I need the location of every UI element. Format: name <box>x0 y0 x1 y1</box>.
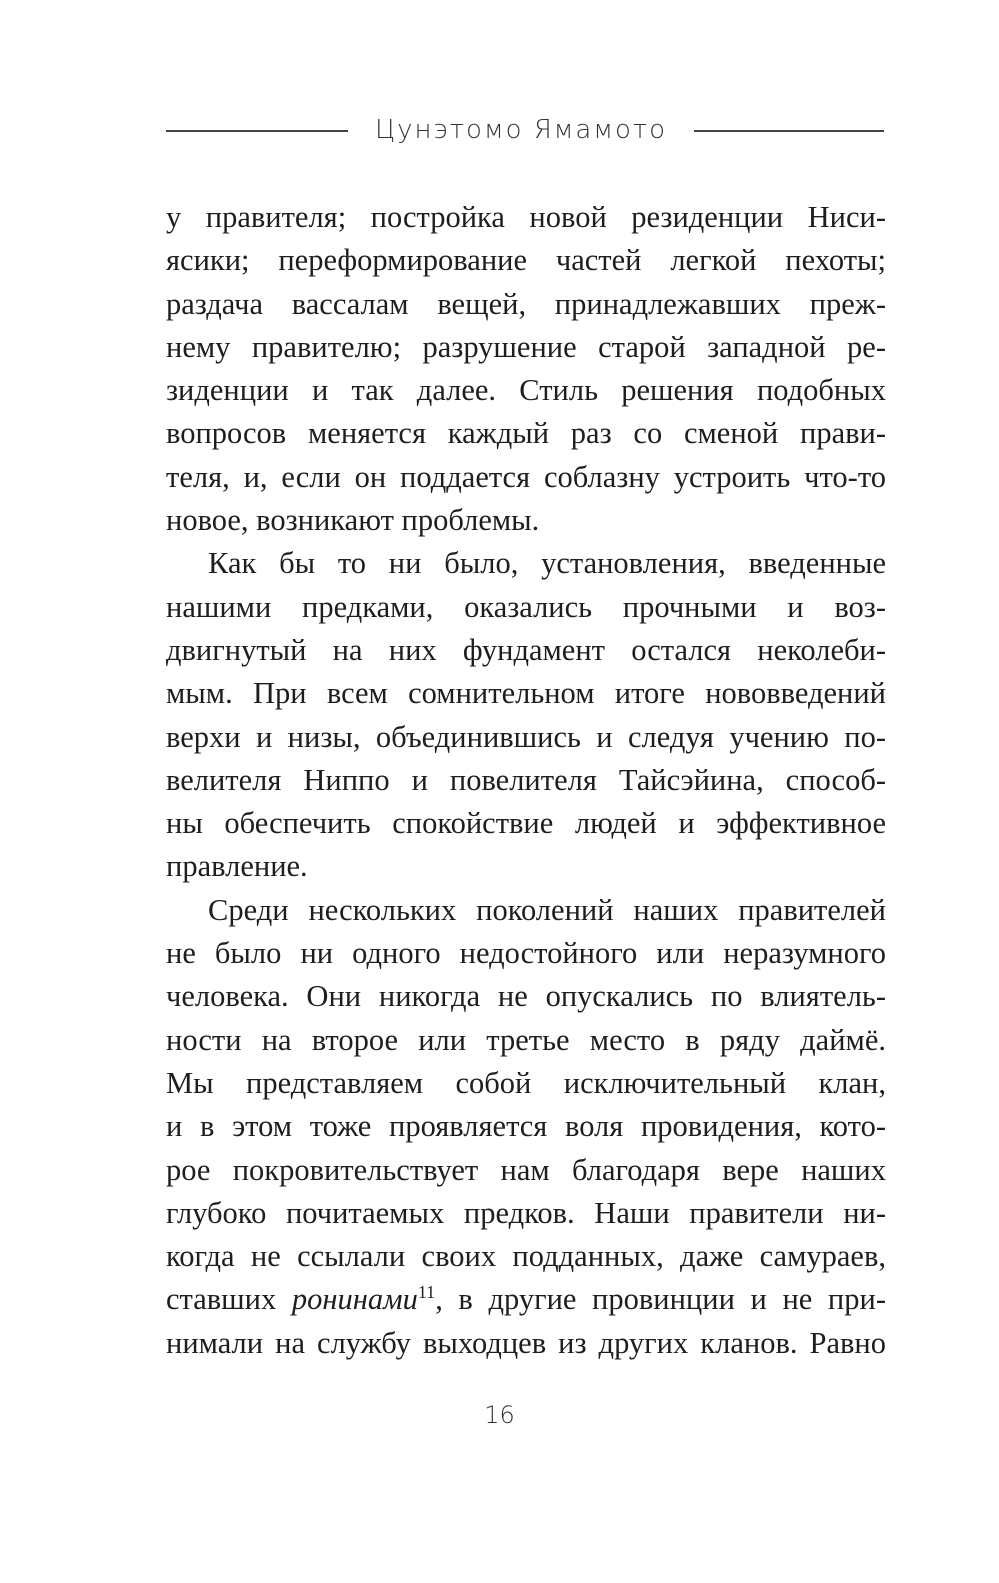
text-line: у правителя; постройка новой резиденции Ниси- <box>166 200 886 234</box>
header-rule-right <box>694 130 884 132</box>
text-line: велителя Ниппо и повелителя Тайсэйина, способ- <box>166 762 886 797</box>
text-line: верхи и низы, объединившись и следуя учению по- <box>166 719 886 754</box>
footnote-ref: 11 <box>417 1282 436 1303</box>
header-rule-left <box>166 130 348 132</box>
running-header <box>0 108 999 152</box>
text-line: ности на второе или третье место в ряду даймё. <box>166 1022 886 1057</box>
text-line: зиденции и так далее. Стиль решения подобных <box>166 373 886 408</box>
paragraph-3 <box>166 889 886 1365</box>
text-line: вопросов меняется каждый раз со сменой прави- <box>166 416 886 451</box>
text-line-with-term <box>166 1278 886 1321</box>
line-text-before-term: ставших <box>166 1282 292 1317</box>
body-text <box>166 196 886 1365</box>
text-line: глубоко почитаемых предков. Наши правители ни- <box>166 1195 886 1230</box>
line-text-after-term: , в другие провинции и не при- <box>435 1282 886 1317</box>
italic-term: ронинами <box>291 1282 418 1317</box>
text-line: человека. Они никогда не опускались по влиятель- <box>166 979 886 1014</box>
text-line: новое, возникают проблемы. <box>166 503 540 538</box>
text-line: мым. При всем сомнительном итоге нововведений <box>166 676 886 711</box>
header-author-name: Цунэтомо Ямамото <box>374 115 668 145</box>
text-line: правление. <box>166 849 308 884</box>
text-line: рое покровительствует нам благодаря вере наших <box>166 1152 886 1187</box>
text-line: теля, и, если он поддается соблазну устроить что-то <box>166 459 886 494</box>
text-line: ны обеспечить спокойствие людей и эффективное <box>166 806 886 841</box>
paragraph-2 <box>166 542 886 888</box>
page-number: 16 <box>484 1401 515 1429</box>
text-line: нему правителю; разрушение старой западной ре- <box>166 329 886 364</box>
text-line: нашими предками, оказались прочными и воз- <box>166 589 886 624</box>
text-line: Мы представляем собой исключительный клан, <box>166 1065 886 1100</box>
text-line: когда не ссылали своих подданных, даже самураев, <box>166 1239 886 1274</box>
text-line: ясики; переформирование частей легкой пехоты; <box>166 243 886 278</box>
text-line: Как бы то ни было, установления, введенные <box>208 546 886 581</box>
text-line: Среди нескольких поколений наших правителей <box>208 892 886 927</box>
text-line: не было ни одного недостойного или неразумного <box>166 936 886 971</box>
text-line: двигнутый на них фундамент остался неколеби- <box>166 632 886 667</box>
paragraph-1 <box>166 196 886 542</box>
text-line: и в этом тоже проявляется воля провидения, кото- <box>166 1109 886 1144</box>
text-line: раздача вассалам вещей, принадлежавших преж- <box>166 286 886 321</box>
text-line: нимали на службу выходцев из других кланов. Равно <box>166 1325 886 1360</box>
